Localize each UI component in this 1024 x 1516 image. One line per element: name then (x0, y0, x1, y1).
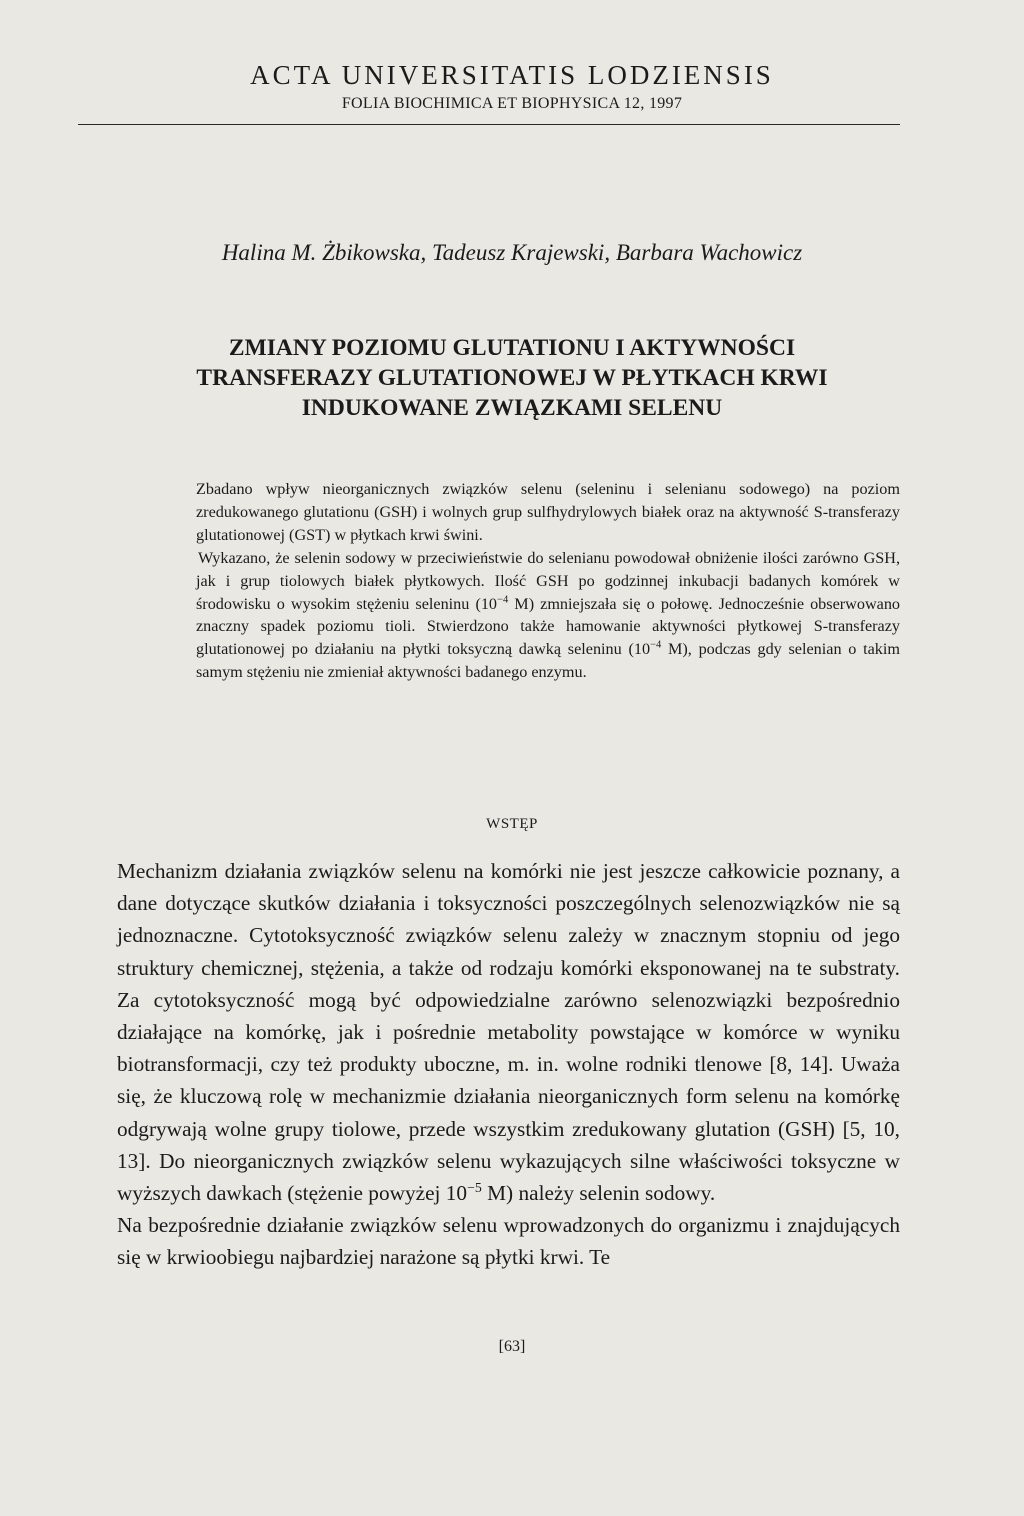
abstract-paragraph (196, 547, 900, 684)
exponent: −4 (650, 639, 662, 651)
body-text (117, 855, 900, 1274)
abstract-text: M) zmniejszała się o połowę. Jednocześnie obserwowano znaczny spadek poziomu tioli. Stwierdzono także hamowanie aktywności płytkowej S-transferazy glutationowej po działaniu na płytki toksyczną dawką seleninu (10 (196, 594, 900, 659)
body-text-run: Mechanizm działania związków selenu na komórki nie jest jeszcze całkowicie poznany, a dane dotyczące skutków działania i toksyczności poszczególnych selenozwiązków nie są jednoznaczne. Cytotoksyczność związków selenu zależy w znacznym stopniu od jego struktury chemicznej, stężenia, a także od rodzaju komórki eksponowanej na te substraty. Za cytotoksyczność mogą być odpowiedzialne zarówno selenozwiązki bezpośrednio działające na komórkę, jak i pośrednie metabolity powstające w komórce w wyniku biotransformacji, czy też produkty uboczne, m. in. wolne rodniki tlenowe [8, 14]. Uważa się, że kluczową rolę w mechanizmie działania nieorganicznych form selenu na komórkę odgrywają wolne grupy tiolowe, przede wszystkim zredukowany glutation (GSH) [5, 10, 13]. Do nieorganicznych związków selenu wykazujących silne właściwości toksyczne w wyższych dawkach (stężenie powyżej 10 (117, 859, 900, 1206)
abstract-text: Wykazano, że selenin sodowy w przeciwieństwie do selenianu powodował obniżenie ilości zarówno GSH, jak i grup tiolowych białek płytkowych. Ilość GSH po godzinnej inkubacji badanych komórek w środowisku o wysokim stężeniu seleninu (10 (196, 548, 900, 613)
exponent: −4 (497, 594, 509, 606)
header-rule (78, 124, 900, 125)
abstract-text: M), podczas gdy selenian o takim samym stężeniu nie zmieniał aktywności badanego enzymu. (196, 640, 900, 682)
body-paragraph: Na bezpośrednie działanie związków selenu wprowadzonych do organizmu i znajdujących się w krwioobiegu najbardziej narażone są płytki krwi. Te (117, 1213, 900, 1270)
exponent: −5 (467, 1179, 482, 1195)
title-line: INDUKOWANE ZWIĄZKAMI SELENU (301, 395, 723, 421)
section-heading: WSTĘP (486, 816, 538, 832)
body-text-run: M) należy selenin sodowy. (481, 1181, 716, 1206)
body-paragraph (117, 855, 900, 1209)
abstract-paragraph: Zbadano wpływ nieorganicznych związków selenu (seleninu i selenianu sodowego) na poziom zredukowanego glutationu (GSH) i wolnych grup sulfhydrylowych białek oraz na aktywność S-transferazy glutationowej (GST) w płytkach krwi świni. (196, 480, 900, 544)
journal-series: FOLIA BIOCHIMICA ET BIOPHYSICA 12, 1997 (341, 95, 683, 112)
title-line: ZMIANY POZIOMU GLUTATIONU I AKTYWNOŚCI (228, 335, 796, 361)
abstract (196, 478, 900, 684)
authors: Halina M. Żbikowska, Tadeusz Krajewski, Barbara Wachowicz (221, 240, 803, 265)
article-title (0, 333, 1024, 423)
title-line: TRANSFERAZY GLUTATIONOWEJ W PŁYTKACH KRWI (196, 365, 828, 391)
journal-name: ACTA UNIVERSITATIS LODZIENSIS (250, 60, 774, 90)
page-number: [63] (498, 1338, 526, 1355)
